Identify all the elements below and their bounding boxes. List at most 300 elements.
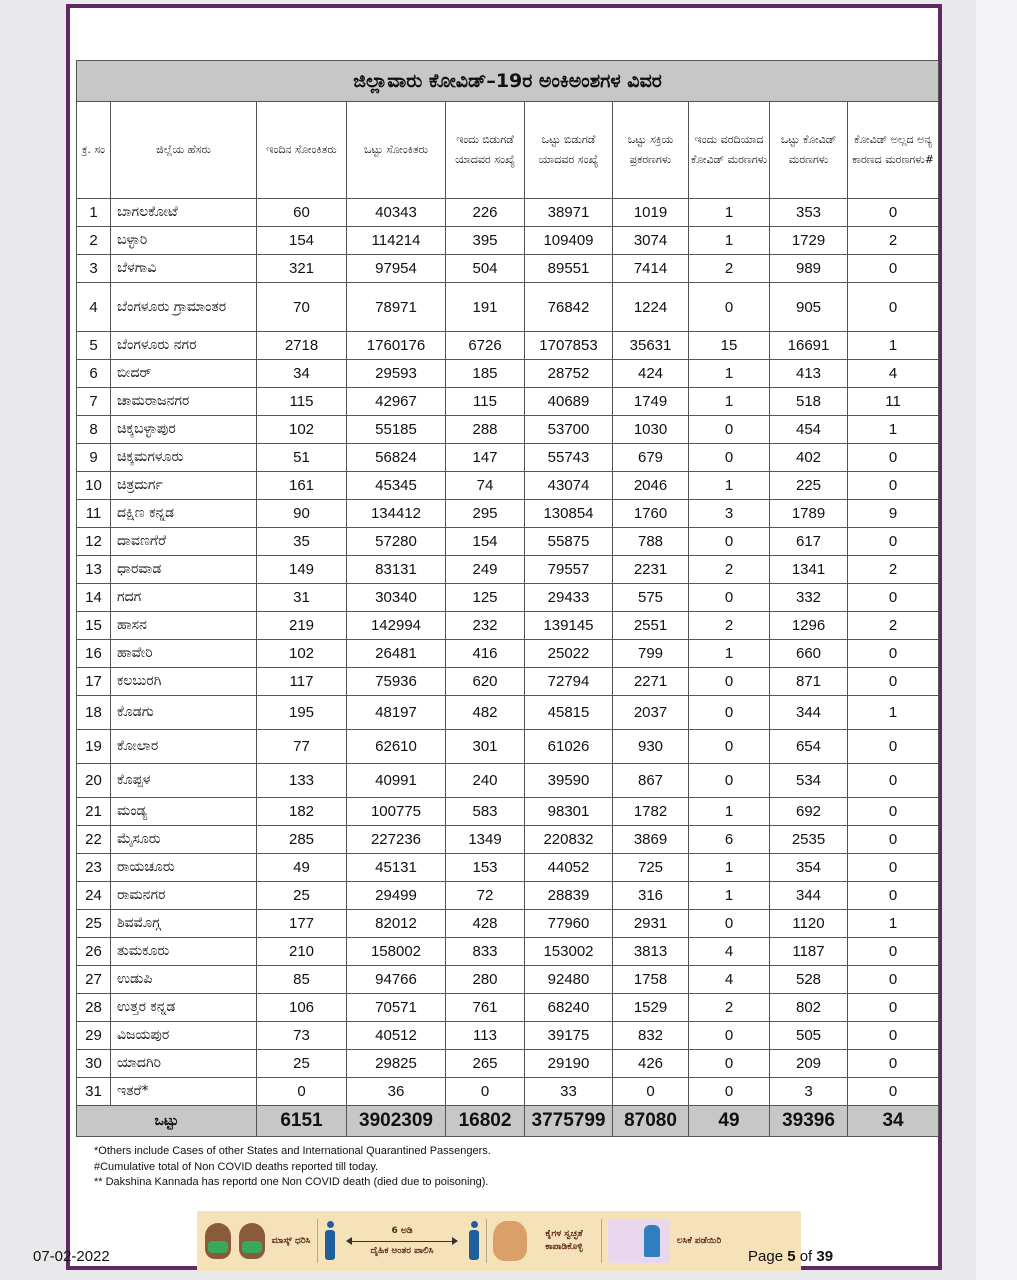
value-cell: 45131 xyxy=(347,854,446,882)
value-cell: 39175 xyxy=(525,1022,613,1050)
value-cell: 185 xyxy=(446,360,525,388)
value-cell: 0 xyxy=(848,255,939,283)
value-cell: 76842 xyxy=(525,283,613,332)
value-cell: 332 xyxy=(770,584,848,612)
value-cell: 85 xyxy=(257,966,347,994)
value-cell: 321 xyxy=(257,255,347,283)
value-cell: 209 xyxy=(770,1050,848,1078)
value-cell: 482 xyxy=(446,696,525,730)
value-cell: 0 xyxy=(848,444,939,472)
table-row xyxy=(77,227,939,255)
table-row xyxy=(77,584,939,612)
header-row xyxy=(77,102,939,199)
value-cell: 72794 xyxy=(525,668,613,696)
value-cell: 48197 xyxy=(347,696,446,730)
value-cell: 161 xyxy=(257,472,347,500)
column-header: ಒಟ್ಟು ಬಿಡುಗಡೆ ಯಾದವರ ಸಂಖ್ಯೆ xyxy=(525,102,613,199)
value-cell: 29499 xyxy=(347,882,446,910)
distance-segment xyxy=(318,1211,486,1271)
value-cell: 692 xyxy=(770,798,848,826)
masked-face-icon xyxy=(239,1223,265,1259)
value-cell: 114214 xyxy=(347,227,446,255)
value-cell: 0 xyxy=(848,668,939,696)
value-cell: 2551 xyxy=(613,612,689,640)
value-cell: 1 xyxy=(689,388,770,416)
value-cell: 226 xyxy=(446,199,525,227)
district-name-cell: ಚಿಕ್ಕಬಳ್ಳಾಪುರ xyxy=(111,416,257,444)
value-cell: 40512 xyxy=(347,1022,446,1050)
value-cell: 55185 xyxy=(347,416,446,444)
value-cell: 44052 xyxy=(525,854,613,882)
value-cell: 0 xyxy=(257,1078,347,1106)
table-row xyxy=(77,388,939,416)
value-cell: 2 xyxy=(689,255,770,283)
value-cell: 1187 xyxy=(770,938,848,966)
district-stats-table xyxy=(76,60,939,1137)
value-cell: 1760176 xyxy=(347,332,446,360)
table-row xyxy=(77,199,939,227)
value-cell: 74 xyxy=(446,472,525,500)
value-cell: 0 xyxy=(848,472,939,500)
value-cell: 57280 xyxy=(347,528,446,556)
district-name-cell: ಬಾಗಲಕೋಟೆ xyxy=(111,199,257,227)
value-cell: 28752 xyxy=(525,360,613,388)
value-cell: 42967 xyxy=(347,388,446,416)
value-cell: 94766 xyxy=(347,966,446,994)
total-value-cell: 16802 xyxy=(446,1106,525,1137)
district-name-cell: ಚಾಮರಾಜನಗರ xyxy=(111,388,257,416)
value-cell: 1 xyxy=(689,640,770,668)
total-value-cell: 39396 xyxy=(770,1106,848,1137)
value-cell: 0 xyxy=(689,283,770,332)
table-row xyxy=(77,668,939,696)
value-cell: 1341 xyxy=(770,556,848,584)
serial-cell: 19 xyxy=(77,730,111,764)
value-cell: 182 xyxy=(257,798,347,826)
table-row xyxy=(77,826,939,854)
serial-cell: 13 xyxy=(77,556,111,584)
value-cell: 73 xyxy=(257,1022,347,1050)
value-cell: 788 xyxy=(613,528,689,556)
mask-segment xyxy=(197,1211,317,1271)
document-page xyxy=(66,4,942,1270)
district-name-cell: ಬೆಂಗಳೂರು ಗ್ರಾಮಾಂತರ xyxy=(111,283,257,332)
value-cell: 353 xyxy=(770,199,848,227)
table-row xyxy=(77,416,939,444)
district-name-cell: ರಾಮನಗರ xyxy=(111,882,257,910)
value-cell: 249 xyxy=(446,556,525,584)
value-cell: 0 xyxy=(848,730,939,764)
value-cell: 0 xyxy=(848,528,939,556)
page-current: 5 xyxy=(787,1248,796,1265)
value-cell: 930 xyxy=(613,730,689,764)
serial-cell: 5 xyxy=(77,332,111,360)
district-name-cell: ರಾಯಚೂರು xyxy=(111,854,257,882)
value-cell: 0 xyxy=(848,882,939,910)
table-row xyxy=(77,854,939,882)
totals-label: ಒಟ್ಟು xyxy=(77,1106,257,1137)
value-cell: 4 xyxy=(848,360,939,388)
viewer-background xyxy=(976,0,1017,1280)
value-cell: 16691 xyxy=(770,332,848,360)
value-cell: 833 xyxy=(446,938,525,966)
distance-text: ದೈಹಿಕ ಅಂತರ ಪಾಲಿಸಿ xyxy=(370,1245,434,1256)
value-cell: 3074 xyxy=(613,227,689,255)
table-row xyxy=(77,798,939,826)
serial-cell: 6 xyxy=(77,360,111,388)
value-cell: 0 xyxy=(848,938,939,966)
district-name-cell: ಕೊಡಗು xyxy=(111,696,257,730)
value-cell: 1707853 xyxy=(525,332,613,360)
value-cell: 177 xyxy=(257,910,347,938)
value-cell: 1 xyxy=(689,360,770,388)
value-cell: 62610 xyxy=(347,730,446,764)
value-cell: 36 xyxy=(347,1078,446,1106)
value-cell: 133 xyxy=(257,764,347,798)
value-cell: 147 xyxy=(446,444,525,472)
serial-cell: 10 xyxy=(77,472,111,500)
value-cell: 53700 xyxy=(525,416,613,444)
value-cell: 0 xyxy=(689,696,770,730)
value-cell: 295 xyxy=(446,500,525,528)
district-name-cell: ದಾವಣಗೆರೆ xyxy=(111,528,257,556)
serial-cell: 1 xyxy=(77,199,111,227)
hands-segment xyxy=(487,1211,601,1271)
page-total: 39 xyxy=(816,1248,834,1265)
value-cell: 195 xyxy=(257,696,347,730)
value-cell: 154 xyxy=(257,227,347,255)
district-name-cell: ಯಾದಗಿರಿ xyxy=(111,1050,257,1078)
serial-cell: 8 xyxy=(77,416,111,444)
value-cell: 115 xyxy=(257,388,347,416)
double-arrow-icon xyxy=(347,1241,457,1242)
district-name-cell: ದಕ್ಷಿಣ ಕನ್ನಡ xyxy=(111,500,257,528)
value-cell: 1 xyxy=(689,882,770,910)
value-cell: 70 xyxy=(257,283,347,332)
value-cell: 3 xyxy=(689,500,770,528)
value-cell: 1030 xyxy=(613,416,689,444)
value-cell: 1296 xyxy=(770,612,848,640)
district-name-cell: ಶಿವಮೊಗ್ಗ xyxy=(111,910,257,938)
value-cell: 225 xyxy=(770,472,848,500)
report-date: 07-02-2022 xyxy=(33,1248,110,1265)
value-cell: 109409 xyxy=(525,227,613,255)
value-cell: 0 xyxy=(446,1078,525,1106)
table-row xyxy=(77,938,939,966)
value-cell: 40343 xyxy=(347,199,446,227)
serial-cell: 9 xyxy=(77,444,111,472)
value-cell: 90 xyxy=(257,500,347,528)
value-cell: 220832 xyxy=(525,826,613,854)
value-cell: 505 xyxy=(770,1022,848,1050)
value-cell: 301 xyxy=(446,730,525,764)
value-cell: 395 xyxy=(446,227,525,255)
distance-value: 6 ಅಡಿ xyxy=(391,1225,413,1236)
footnotes xyxy=(94,1144,491,1191)
serial-cell: 16 xyxy=(77,640,111,668)
district-name-cell: ಬಳ್ಳಾರಿ xyxy=(111,227,257,255)
value-cell: 1224 xyxy=(613,283,689,332)
table-row xyxy=(77,966,939,994)
value-cell: 89551 xyxy=(525,255,613,283)
table-row xyxy=(77,1078,939,1106)
serial-cell: 30 xyxy=(77,1050,111,1078)
value-cell: 25 xyxy=(257,1050,347,1078)
value-cell: 416 xyxy=(446,640,525,668)
serial-cell: 15 xyxy=(77,612,111,640)
column-header: ಒಟ್ಟು ಕೋವಿಡ್ ಮರಣಗಳು xyxy=(770,102,848,199)
value-cell: 158002 xyxy=(347,938,446,966)
value-cell: 3 xyxy=(770,1078,848,1106)
value-cell: 528 xyxy=(770,966,848,994)
serial-cell: 26 xyxy=(77,938,111,966)
value-cell: 0 xyxy=(848,199,939,227)
value-cell: 45345 xyxy=(347,472,446,500)
value-cell: 40689 xyxy=(525,388,613,416)
value-cell: 2718 xyxy=(257,332,347,360)
district-name-cell: ಇತರೆ* xyxy=(111,1078,257,1106)
table-row xyxy=(77,1022,939,1050)
value-cell: 35631 xyxy=(613,332,689,360)
footnote: *Others include Cases of other States and International Quarantined Passengers. xyxy=(94,1145,491,1157)
value-cell: 3813 xyxy=(613,938,689,966)
value-cell: 288 xyxy=(446,416,525,444)
value-cell: 83131 xyxy=(347,556,446,584)
value-cell: 0 xyxy=(689,910,770,938)
value-cell: 115 xyxy=(446,388,525,416)
table-row xyxy=(77,332,939,360)
value-cell: 2931 xyxy=(613,910,689,938)
value-cell: 3869 xyxy=(613,826,689,854)
table-row xyxy=(77,472,939,500)
value-cell: 2271 xyxy=(613,668,689,696)
serial-cell: 11 xyxy=(77,500,111,528)
district-name-cell: ಕಲಬುರಗಿ xyxy=(111,668,257,696)
page-of: of xyxy=(795,1248,817,1265)
value-cell: 139145 xyxy=(525,612,613,640)
district-name-cell: ಹಾವೇರಿ xyxy=(111,640,257,668)
column-header: ಒಟ್ಟು ಸೋಂಕಿತರು xyxy=(347,102,446,199)
table-row xyxy=(77,500,939,528)
table-row xyxy=(77,882,939,910)
serial-cell: 14 xyxy=(77,584,111,612)
value-cell: 56824 xyxy=(347,444,446,472)
value-cell: 905 xyxy=(770,283,848,332)
serial-cell: 20 xyxy=(77,764,111,798)
district-name-cell: ಉತ್ತರ ಕನ್ನಡ xyxy=(111,994,257,1022)
district-name-cell: ಮಂಡ್ಯ xyxy=(111,798,257,826)
table-row xyxy=(77,696,939,730)
value-cell: 2 xyxy=(848,612,939,640)
value-cell: 39590 xyxy=(525,764,613,798)
value-cell: 49 xyxy=(257,854,347,882)
value-cell: 34 xyxy=(257,360,347,388)
table-row xyxy=(77,556,939,584)
value-cell: 26481 xyxy=(347,640,446,668)
value-cell: 60 xyxy=(257,199,347,227)
value-cell: 761 xyxy=(446,994,525,1022)
value-cell: 2 xyxy=(848,556,939,584)
value-cell: 45815 xyxy=(525,696,613,730)
value-cell: 504 xyxy=(446,255,525,283)
value-cell: 1 xyxy=(689,472,770,500)
value-cell: 265 xyxy=(446,1050,525,1078)
value-cell: 75936 xyxy=(347,668,446,696)
value-cell: 35 xyxy=(257,528,347,556)
value-cell: 92480 xyxy=(525,966,613,994)
value-cell: 0 xyxy=(848,584,939,612)
value-cell: 106 xyxy=(257,994,347,1022)
district-name-cell: ಉಡುಪಿ xyxy=(111,966,257,994)
value-cell: 4 xyxy=(689,966,770,994)
value-cell: 77960 xyxy=(525,910,613,938)
value-cell: 2 xyxy=(689,556,770,584)
page-number xyxy=(748,1248,833,1265)
value-cell: 232 xyxy=(446,612,525,640)
value-cell: 660 xyxy=(770,640,848,668)
masked-face-icon xyxy=(205,1223,231,1259)
district-name-cell: ಹಾಸನ xyxy=(111,612,257,640)
serial-cell: 4 xyxy=(77,283,111,332)
value-cell: 6726 xyxy=(446,332,525,360)
serial-cell: 18 xyxy=(77,696,111,730)
value-cell: 518 xyxy=(770,388,848,416)
value-cell: 9 xyxy=(848,500,939,528)
district-name-cell: ಗದಗ xyxy=(111,584,257,612)
serial-cell: 23 xyxy=(77,854,111,882)
value-cell: 61026 xyxy=(525,730,613,764)
table-row xyxy=(77,640,939,668)
vaccination-icon xyxy=(608,1219,670,1263)
column-header: ಕೋವಿಡ್ ಅಲ್ಲದ ಅನ್ಯ ಕಾರಣದ ಮರಣಗಳು# xyxy=(848,102,939,199)
value-cell: 413 xyxy=(770,360,848,388)
district-name-cell: ಬೆಳಗಾವಿ xyxy=(111,255,257,283)
total-value-cell: 3902309 xyxy=(347,1106,446,1137)
value-cell: 1019 xyxy=(613,199,689,227)
value-cell: 2046 xyxy=(613,472,689,500)
value-cell: 153002 xyxy=(525,938,613,966)
value-cell: 15 xyxy=(689,332,770,360)
value-cell: 38971 xyxy=(525,199,613,227)
value-cell: 78971 xyxy=(347,283,446,332)
value-cell: 2231 xyxy=(613,556,689,584)
district-name-cell: ಕೋಲಾರ xyxy=(111,730,257,764)
total-value-cell: 6151 xyxy=(257,1106,347,1137)
value-cell: 25022 xyxy=(525,640,613,668)
value-cell: 0 xyxy=(689,764,770,798)
total-value-cell: 49 xyxy=(689,1106,770,1137)
value-cell: 102 xyxy=(257,640,347,668)
value-cell: 1782 xyxy=(613,798,689,826)
value-cell: 51 xyxy=(257,444,347,472)
person-icon xyxy=(324,1221,336,1261)
value-cell: 0 xyxy=(848,1078,939,1106)
total-value-cell: 87080 xyxy=(613,1106,689,1137)
serial-cell: 12 xyxy=(77,528,111,556)
serial-cell: 22 xyxy=(77,826,111,854)
value-cell: 0 xyxy=(848,854,939,882)
value-cell: 6 xyxy=(689,826,770,854)
value-cell: 100775 xyxy=(347,798,446,826)
value-cell: 426 xyxy=(613,1050,689,1078)
value-cell: 0 xyxy=(848,826,939,854)
value-cell: 1 xyxy=(848,696,939,730)
value-cell: 130854 xyxy=(525,500,613,528)
value-cell: 7414 xyxy=(613,255,689,283)
table-row xyxy=(77,910,939,938)
value-cell: 1729 xyxy=(770,227,848,255)
value-cell: 0 xyxy=(689,416,770,444)
value-cell: 424 xyxy=(613,360,689,388)
value-cell: 125 xyxy=(446,584,525,612)
column-header: ಇಂದಿನ ಸೋಂಕಿತರು xyxy=(257,102,347,199)
value-cell: 82012 xyxy=(347,910,446,938)
value-cell: 55743 xyxy=(525,444,613,472)
value-cell: 70571 xyxy=(347,994,446,1022)
column-header: ಜಿಲ್ಲೆಯ ಹೆಸರು xyxy=(111,102,257,199)
person-icon xyxy=(468,1221,480,1261)
value-cell: 0 xyxy=(689,1050,770,1078)
table-row xyxy=(77,994,939,1022)
value-cell: 142994 xyxy=(347,612,446,640)
serial-cell: 31 xyxy=(77,1078,111,1106)
value-cell: 30340 xyxy=(347,584,446,612)
vaccine-segment xyxy=(602,1211,728,1271)
value-cell: 2535 xyxy=(770,826,848,854)
district-name-cell: ಕೊಪ್ಪಳ xyxy=(111,764,257,798)
value-cell: 832 xyxy=(613,1022,689,1050)
value-cell: 97954 xyxy=(347,255,446,283)
value-cell: 1760 xyxy=(613,500,689,528)
column-header: ಕ್ರ. ಸಂ xyxy=(77,102,111,199)
value-cell: 1529 xyxy=(613,994,689,1022)
value-cell: 77 xyxy=(257,730,347,764)
serial-cell: 25 xyxy=(77,910,111,938)
value-cell: 240 xyxy=(446,764,525,798)
value-cell: 1749 xyxy=(613,388,689,416)
mask-text: ಮಾಸ್ಕ್ ಧರಿಸಿ xyxy=(271,1235,311,1246)
footnote: #Cumulative total of Non COVID deaths reported till today. xyxy=(94,1160,379,1173)
value-cell: 11 xyxy=(848,388,939,416)
value-cell: 0 xyxy=(689,584,770,612)
value-cell: 725 xyxy=(613,854,689,882)
total-value-cell: 3775799 xyxy=(525,1106,613,1137)
serial-cell: 24 xyxy=(77,882,111,910)
value-cell: 29190 xyxy=(525,1050,613,1078)
value-cell: 867 xyxy=(613,764,689,798)
value-cell: 575 xyxy=(613,584,689,612)
page-prefix: Page xyxy=(748,1248,788,1265)
value-cell: 29825 xyxy=(347,1050,446,1078)
value-cell: 1 xyxy=(689,854,770,882)
serial-cell: 28 xyxy=(77,994,111,1022)
value-cell: 153 xyxy=(446,854,525,882)
hand-wash-icon xyxy=(493,1221,527,1261)
value-cell: 149 xyxy=(257,556,347,584)
value-cell: 799 xyxy=(613,640,689,668)
table-row xyxy=(77,255,939,283)
value-cell: 28839 xyxy=(525,882,613,910)
value-cell: 33 xyxy=(525,1078,613,1106)
value-cell: 0 xyxy=(689,668,770,696)
value-cell: 29593 xyxy=(347,360,446,388)
value-cell: 102 xyxy=(257,416,347,444)
value-cell: 1 xyxy=(848,416,939,444)
district-name-cell: ಮೈಸೂರು xyxy=(111,826,257,854)
value-cell: 0 xyxy=(689,528,770,556)
value-cell: 989 xyxy=(770,255,848,283)
value-cell: 79557 xyxy=(525,556,613,584)
